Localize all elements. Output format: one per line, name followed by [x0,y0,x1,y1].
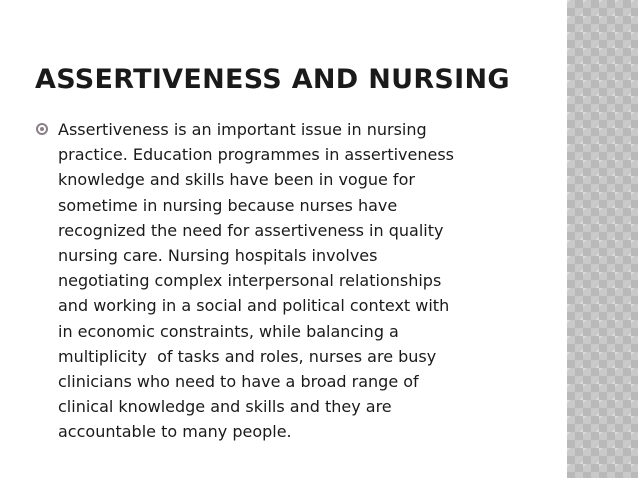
bullet-paragraph [58,117,536,445]
body-line: negotiating complex interpersonal relationships [58,271,442,291]
body-line: clinicians who need to have a broad range of [58,372,419,392]
body-line: recognized the need for assertiveness in quality [58,220,444,240]
body-line: multiplicity of tasks and roles, nurses are busy [58,346,437,366]
decorative-side-band [567,0,638,478]
body-line: sometime in nursing because nurses have [58,195,398,215]
body-line: nursing care. Nursing hospitals involves [58,246,378,266]
body-line: knowledge and skills have been in vogue for [58,170,415,190]
circle-bullet-icon [36,123,48,135]
body-line: accountable to many people. [58,422,292,442]
slide-title: ASSERTIVENESS AND NURSING [35,64,510,95]
body-line: practice. Education programmes in assertiveness [58,145,455,165]
body-line: in economic constraints, while balancing a [58,321,399,341]
body-line: clinical knowledge and skills and they are [58,397,392,417]
body-line: and working in a social and political context with [58,296,450,316]
body-line: Assertiveness is an important issue in nursing [58,120,427,139]
